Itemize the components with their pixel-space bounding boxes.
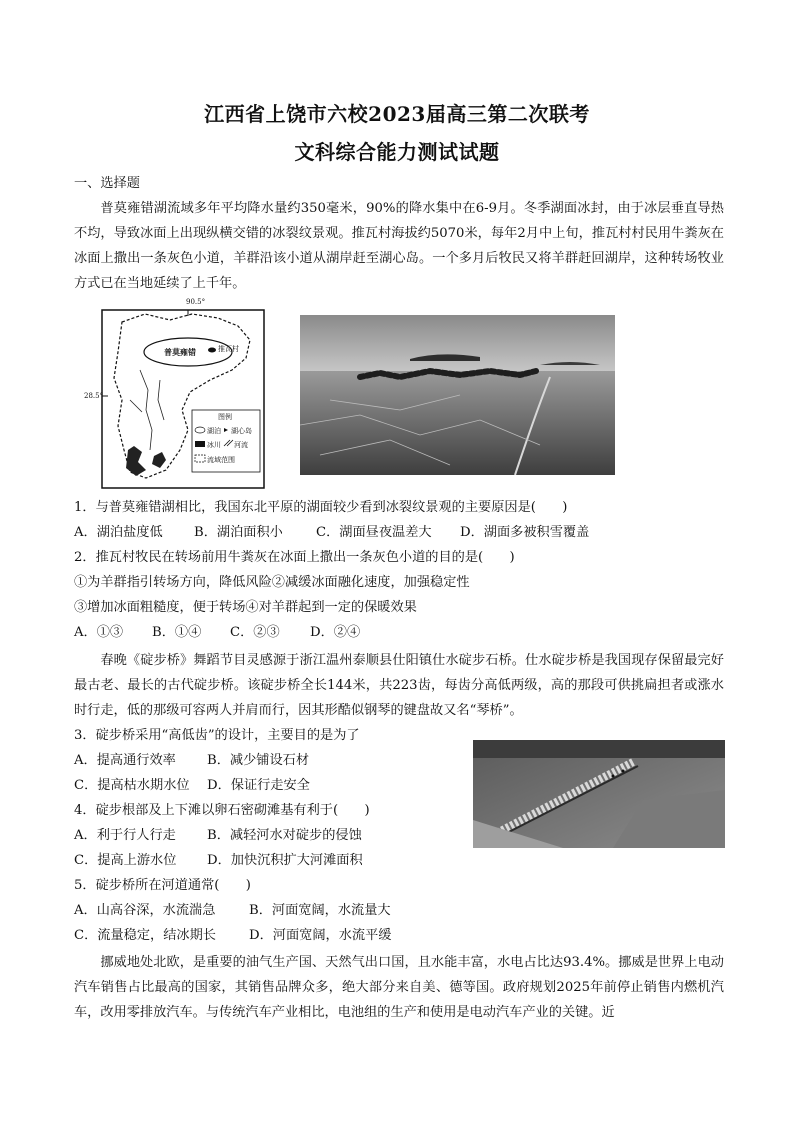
question-5-stem: 5．碇步桥所在河道通常( ) (74, 878, 251, 893)
q5-option-a[interactable]: A．山高谷深，水流湍急 (74, 903, 216, 918)
q3-option-a[interactable]: A．提高通行效率 (74, 753, 176, 768)
page-subtitle: 文科综合能力测试试题 (294, 140, 500, 164)
passage-1-text: 普莫雍错湖流域多年平均降水量约350毫米，90%的降水集中在6-9月。冬季湖面冰封，由于冰层垂直导热不均，导致冰面上出现纵横交错的冰裂纹景观。推瓦村海拔约5070米，每年2月中上旬，推瓦村村民用牛粪灰在冰面上撒出一条灰色小道，羊群沿该小道从湖岸赶至湖心岛。一个多月后牧民又将羊群赶回湖岸，这种转场牧业方式已在当地延续了上千年。 (74, 201, 724, 291)
passage-2 (74, 648, 724, 723)
question-5-options-row-2 (74, 927, 391, 945)
legend-glacier: 冰川 (207, 441, 221, 449)
question-2-stem: 2．推瓦村牧民在转场前用牛粪灰在冰面上撒出一条灰色小道的目的是( ) (74, 550, 515, 565)
frozen-lake-photo-graphic (300, 315, 615, 475)
question-1-stem: 1．与普莫雍错湖相比，我国东北平原的湖面较少看到冰裂纹景观的主要原因是( ) (74, 500, 568, 515)
question-4-options-row-2 (74, 852, 363, 870)
q4-option-b[interactable]: B．减轻河水对碇步的侵蚀 (207, 828, 362, 843)
q3-option-d[interactable]: D．保证行走安全 (207, 778, 310, 793)
lake-basin-map (84, 298, 266, 490)
q1-option-c[interactable]: C．湖面昼夜温差大 (316, 525, 432, 540)
question-2-statements-2: ③增加冰面粗糙度，便于转场④对羊群起到一定的保暖效果 (74, 600, 417, 615)
question-4-stem: 4．碇步根部及上下滩以卵石密砌滩基有利于( ) (74, 803, 370, 818)
q2-option-d[interactable]: D．②④ (310, 625, 361, 640)
passage-3 (74, 950, 724, 1025)
q4-option-c[interactable]: C．提高上游水位 (74, 853, 177, 868)
passage-2-text: 春晚《碇步桥》舞蹈节目灵感源于浙江温州泰顺县仕阳镇仕水碇步石桥。仕水碇步桥是我国现存保留最完好最古老、最长的古代碇步桥。该碇步桥全长144米，共223齿，每齿分高低两级，高的那段可供挑扁担者或涨水时行走，低的那级可容两人并肩而行，因其形酷似钢琴的键盘故又名“琴桥”。 (74, 653, 724, 718)
question-3-options-row-2 (74, 777, 310, 795)
question-5-options-row-1 (74, 902, 391, 920)
q4-option-d[interactable]: D．加快沉积扩大河滩面积 (207, 853, 363, 868)
map-latitude-label: 28.5° (84, 392, 104, 400)
q1-option-a[interactable]: A．湖泊盐度低 (74, 525, 163, 540)
question-3-stem: 3．碇步桥采用“高低齿”的设计，主要目的是为了 (74, 728, 360, 743)
page-title: 江西省上饶市六校2023届高三第二次联考 (204, 102, 590, 126)
q5-option-b[interactable]: B．河面宽阔，水流量大 (249, 903, 391, 918)
q5-option-c[interactable]: C．流量稳定，结冰期长 (74, 928, 216, 943)
stepping-stone-bridge-photo (473, 740, 725, 848)
map-legend-title: 图例 (218, 413, 232, 421)
question-2-statements-1: ①为羊群指引转场方向，降低风险②减缓冰面融化速度，加强稳定性 (74, 575, 470, 590)
section-heading: 一、选择题 (74, 176, 140, 191)
q2-option-c[interactable]: C．②③ (230, 625, 280, 640)
q3-option-b[interactable]: B．减少铺设石材 (207, 753, 310, 768)
legend-river: 河流 (234, 441, 248, 449)
question-3-options-row-1 (74, 752, 309, 770)
question-2-options (74, 624, 360, 642)
legend-lake: 湖泊 (207, 427, 221, 435)
legend-basin: 流域范围 (207, 456, 235, 464)
question-4-options-row-1 (74, 827, 362, 845)
q4-option-a[interactable]: A．利于行人行走 (74, 828, 176, 843)
map-graphic (100, 300, 266, 490)
map-village-name: 推瓦村 (218, 345, 239, 353)
map-longitude-label: 90.5° (186, 298, 206, 306)
q5-option-d[interactable]: D．河面宽阔，水流平缓 (249, 928, 392, 943)
legend-island: 湖心岛 (231, 427, 252, 435)
passage-1 (74, 196, 724, 296)
frozen-lake-photo (300, 315, 615, 475)
passage-3-text: 挪威地处北欧，是重要的油气生产国、天然气出口国，且水能丰富，水电占比达93.4%。挪威是世界上电动汽车销售占比最高的国家，其销售品牌众多，绝大部分来自美、德等国。政府规划2025年前停止销售内燃机汽车，改用零排放汽车。与传统汽车产业相比，电池组的生产和使用是电动汽车产业的关键。近 (74, 955, 724, 1020)
question-1-options (74, 524, 589, 542)
bridge-photo-graphic (473, 740, 725, 848)
map-lake-name: 普莫雍错 (164, 347, 196, 357)
q3-option-c[interactable]: C．提高枯水期水位 (74, 778, 190, 793)
q2-option-a[interactable]: A．①③ (74, 625, 124, 640)
q1-option-b[interactable]: B．湖泊面积小 (194, 525, 283, 540)
q2-option-b[interactable]: B．①④ (152, 625, 202, 640)
q1-option-d[interactable]: D．湖面多被积雪覆盖 (460, 525, 590, 540)
